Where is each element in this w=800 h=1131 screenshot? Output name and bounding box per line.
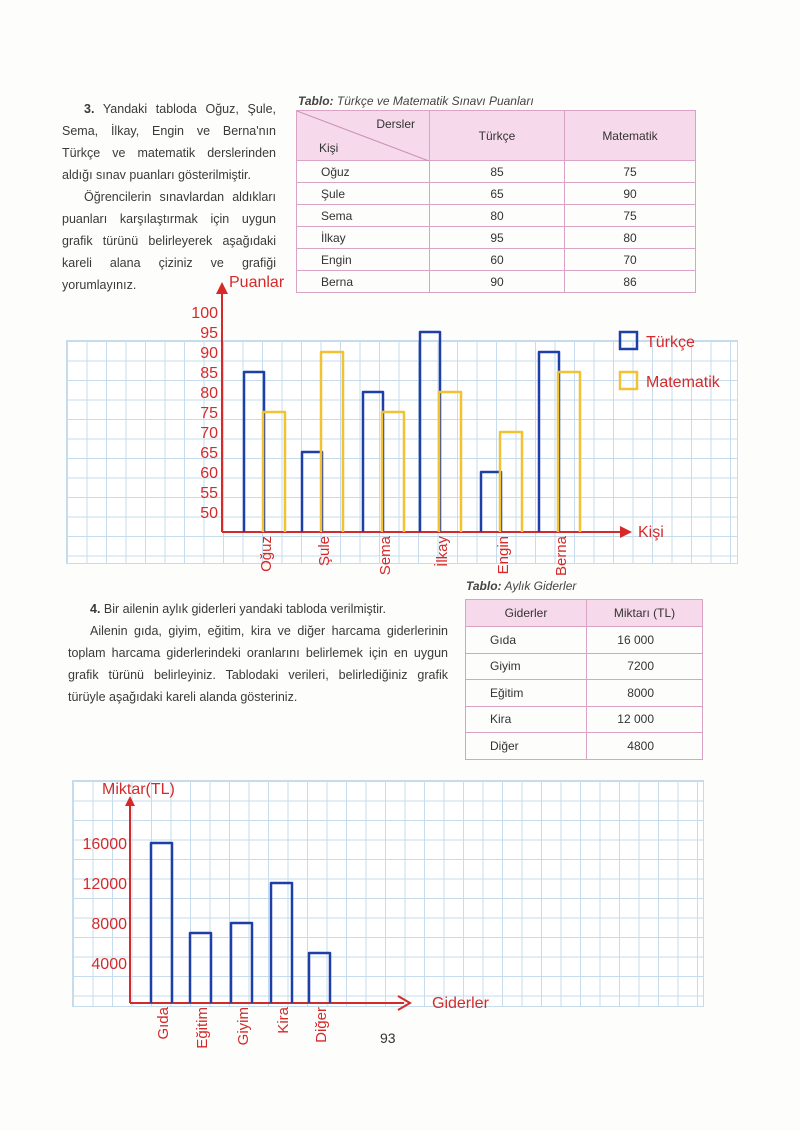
x-tick-label: Şule <box>316 536 333 567</box>
table-row <box>466 733 703 760</box>
bar-matematik-1 <box>321 352 343 532</box>
expense-amount: 12 000 <box>587 706 703 733</box>
y-axis-label: Puanlar <box>229 274 285 291</box>
turkce-score: 95 <box>430 227 565 249</box>
x-tick-label: Gıda <box>155 1007 172 1040</box>
turkce-score: 65 <box>430 183 565 205</box>
corner-header <box>297 111 430 161</box>
chart-2 <box>0 770 800 1060</box>
table-row <box>466 706 703 733</box>
bar-matematik-4 <box>500 432 522 532</box>
bar-turkce-0 <box>244 372 264 532</box>
bar-0 <box>151 843 172 1003</box>
student-name: Engin <box>297 249 430 271</box>
legend-swatch-matematik <box>620 372 637 389</box>
student-name: Şule <box>297 183 430 205</box>
x-tick-label: Berna <box>553 536 570 577</box>
table-row <box>466 653 703 680</box>
table-1-caption-text: Türkçe ve Matematik Sınavı Puanları <box>336 94 534 108</box>
matematik-score: 75 <box>565 205 696 227</box>
x-axis-arrow <box>620 526 632 538</box>
y-tick-label: 65 <box>200 445 218 462</box>
table-row <box>297 161 696 183</box>
expense-name: Eğitim <box>466 680 587 707</box>
chart-1 <box>0 270 800 590</box>
legend-label-matematik: Matematik <box>646 374 720 391</box>
expense-name: Giyim <box>466 653 587 680</box>
expenses-table <box>465 599 703 760</box>
bar-4 <box>309 953 330 1003</box>
question-3-text <box>62 98 276 296</box>
turkce-score: 85 <box>430 161 565 183</box>
bar-turkce-2 <box>363 392 383 532</box>
y-tick-label: 100 <box>191 305 218 322</box>
table-2-caption-label: Tablo: <box>466 579 502 593</box>
table-row <box>297 249 696 271</box>
x-tick-label: Diğer <box>313 1007 330 1043</box>
x-axis-label: Giderler <box>432 995 489 1012</box>
bar-matematik-2 <box>382 412 404 532</box>
column-header-turkce: Türkçe <box>430 111 565 161</box>
table-1-caption <box>298 94 534 108</box>
column-header-giderler: Giderler <box>466 600 587 627</box>
student-name: Berna <box>297 271 430 293</box>
question-3-number: 3. <box>84 102 95 116</box>
y-tick-label: 50 <box>200 505 218 522</box>
question-3-instruction: Öğrencilerin sınavlardan aldıkları puanları karşılaştırmak için uygun grafik türünü belirleyerek aşağıdaki kareli alana çiziniz ve grafiği yorumlayınız. <box>62 190 276 292</box>
x-tick-label: Giyim <box>235 1007 252 1046</box>
bar-turkce-4 <box>481 472 501 532</box>
y-tick-label: 75 <box>200 405 218 422</box>
y-tick-label: 80 <box>200 385 218 402</box>
y-tick-label: 95 <box>200 325 218 342</box>
table-2-caption-text: Aylık Giderler <box>504 579 577 593</box>
turkce-score: 60 <box>430 249 565 271</box>
y-axis-label: Miktar(TL) <box>102 781 175 798</box>
column-header-matematik: Matematik <box>565 111 696 161</box>
matematik-score: 86 <box>565 271 696 293</box>
expense-amount: 4800 <box>587 733 703 760</box>
table-row <box>466 627 703 654</box>
corner-bottom-label: Kişi <box>319 141 339 155</box>
x-tick-label: Sema <box>377 536 394 576</box>
question-4-instruction: Ailenin gıda, giyim, eğitim, kira ve diğer harcama giderlerinin toplam harcama giderlerindeki oranlarını belirlemek için en uygun grafik türünü belirleyiniz. Tablodaki verileri, belirlediğiniz grafik türüyle aşağıdaki kareli alanda gösteriniz. <box>68 624 448 704</box>
table-row <box>297 227 696 249</box>
expense-amount: 8000 <box>587 680 703 707</box>
y-tick-label: 60 <box>200 465 218 482</box>
student-name: Oğuz <box>297 161 430 183</box>
bar-1 <box>190 933 211 1003</box>
student-name: Sema <box>297 205 430 227</box>
turkce-score: 90 <box>430 271 565 293</box>
x-tick-label: Kira <box>275 1007 292 1034</box>
scores-table <box>296 110 696 293</box>
bar-matematik-0 <box>263 412 285 532</box>
matematik-score: 80 <box>565 227 696 249</box>
y-tick-label: 90 <box>200 345 218 362</box>
bar-matematik-5 <box>558 372 580 532</box>
x-tick-label: Oğuz <box>258 536 275 572</box>
y-tick-label: 12000 <box>82 876 127 893</box>
column-header-miktar: Miktarı (TL) <box>587 600 703 627</box>
x-axis-label: Kişi <box>638 524 664 541</box>
matematik-score: 75 <box>565 161 696 183</box>
expense-amount: 7200 <box>587 653 703 680</box>
table-1-caption-label: Tablo: <box>298 94 334 108</box>
x-tick-label: İlkay <box>434 536 451 567</box>
table-row <box>297 205 696 227</box>
expense-name: Kira <box>466 706 587 733</box>
y-tick-label: 55 <box>200 485 218 502</box>
table-2-caption <box>466 579 576 593</box>
table-row <box>297 183 696 205</box>
bar-2 <box>231 923 252 1003</box>
y-tick-label: 8000 <box>91 916 127 933</box>
question-4-number: 4. <box>90 602 101 616</box>
table-row <box>466 680 703 707</box>
legend-swatch-turkce <box>620 332 637 349</box>
page-number: 93 <box>380 1030 396 1046</box>
bar-matematik-3 <box>439 392 461 532</box>
turkce-score: 80 <box>430 205 565 227</box>
y-axis-arrow <box>216 282 228 294</box>
y-tick-label: 70 <box>200 425 218 442</box>
bar-turkce-5 <box>539 352 559 532</box>
corner-top-label: Dersler <box>376 117 415 131</box>
question-3-intro: Yandaki tabloda Oğuz, Şule, Sema, İlkay, Engin ve Berna'nın Türkçe ve matematik derslerinden aldığı sınav puanları gösterilmiştir. <box>62 102 277 182</box>
bar-3 <box>271 883 292 1003</box>
bar-turkce-1 <box>302 452 322 532</box>
question-4-line-1: Bir ailenin aylık giderleri yandaki tabloda verilmiştir. <box>103 602 386 616</box>
bar-turkce-3 <box>420 332 440 532</box>
matematik-score: 90 <box>565 183 696 205</box>
expense-name: Diğer <box>466 733 587 760</box>
student-name: İlkay <box>297 227 430 249</box>
y-tick-label: 16000 <box>82 836 127 853</box>
question-4-text <box>68 598 448 708</box>
legend-label-turkce: Türkçe <box>646 334 695 351</box>
expense-amount: 16 000 <box>587 627 703 654</box>
x-tick-label: Eğitim <box>194 1007 211 1049</box>
y-tick-label: 85 <box>200 365 218 382</box>
expense-name: Gıda <box>466 627 587 654</box>
matematik-score: 70 <box>565 249 696 271</box>
y-tick-label: 4000 <box>91 956 127 973</box>
x-tick-label: Engin <box>495 536 512 575</box>
